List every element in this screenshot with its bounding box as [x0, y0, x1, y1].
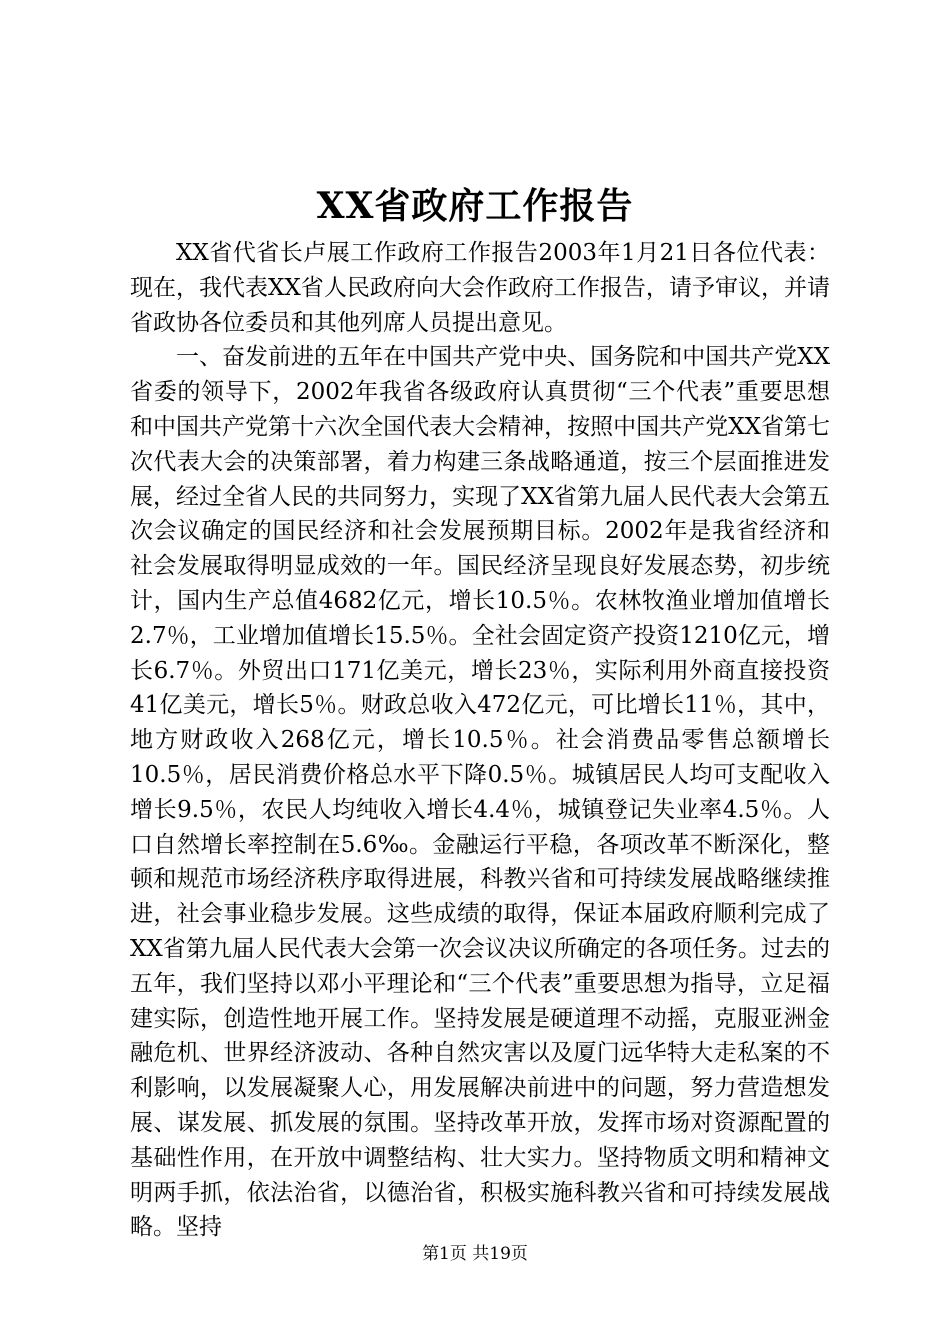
paragraph-intro: XX省代省长卢展工作政府工作报告2003年1月21日各位代表：现在，我代表XX省人民政府向大会作政府工作报告，请予审议，并请省政协各位委员和其他列席人员提出意见。 — [130, 240, 830, 336]
page-number-footer: 第1页 共19页 — [422, 1244, 528, 1264]
document-body — [130, 236, 830, 1245]
document-title: XX省政府工作报告 — [316, 185, 634, 227]
paragraph-section-one: 一、奋发前进的五年在中国共产党中央、国务院和中国共产党XX省委的领导下，2002年我省各级政府认真贯彻“三个代表”重要思想和中国共产党第十六次全国代表大会精神，按照中国共产党XX省第七次代表大会的决策部署，着力构建三条战略通道，按三个层面推进发展，经过全省人民的共同努力，实现了XX省第九届人民代表大会第五次会议确定的国民经济和社会发展预期目标。2002年是我省经济和社会发展取得明显成效的一年。国民经济呈现良好发展态势，初步统计，国内生产总值4682亿元，增长10.5％。农林牧渔业增加值增长2.7％，工业增加值增长15.5％。全社会固定资产投资1210亿元，增长6.7％。外贸出口171亿美元，增长23％，实际利用外商直接投资41亿美元，增长5％。财政总收入472亿元，可比增长11％，其中，地方财政收入268亿元，增长10.5％。社会消费品零售总额增长10.5％，居民消费价格总水平下降0.5％。城镇居民人均可支配收入增长9.5％，农民人均纯收入增长4.4％，城镇登记失业率4.5％。人口自然增长率控制在5.6‰。金融运行平稳，各项改革不断深化，整顿和规范市场经济秩序取得进展，科教兴省和可持续发展战略继续推进，社会事业稳步发展。这些成绩的取得，保证本届政府顺利完成了XX省第九届人民代表大会第一次会议决议所确定的各项任务。过去的五年，我们坚持以邓小平理论和“三个代表”重要思想为指导，立足福建实际，创造性地开展工作。坚持发展是硬道理不动摇，克服亚洲金融危机、世界经济波动、各种自然灾害以及厦门远华特大走私案的不利影响，以发展凝聚人心，用发展解决前进中的问题，努力营造想发展、谋发展、抓发展的氛围。坚持改革开放，发挥市场对资源配置的基础性作用，在开放中调整结构、壮大实力。坚持物质文明和精神文明两手抓，依法治省，以德治省，积极实施科教兴省和可持续发展战略。坚持 — [130, 344, 830, 1241]
